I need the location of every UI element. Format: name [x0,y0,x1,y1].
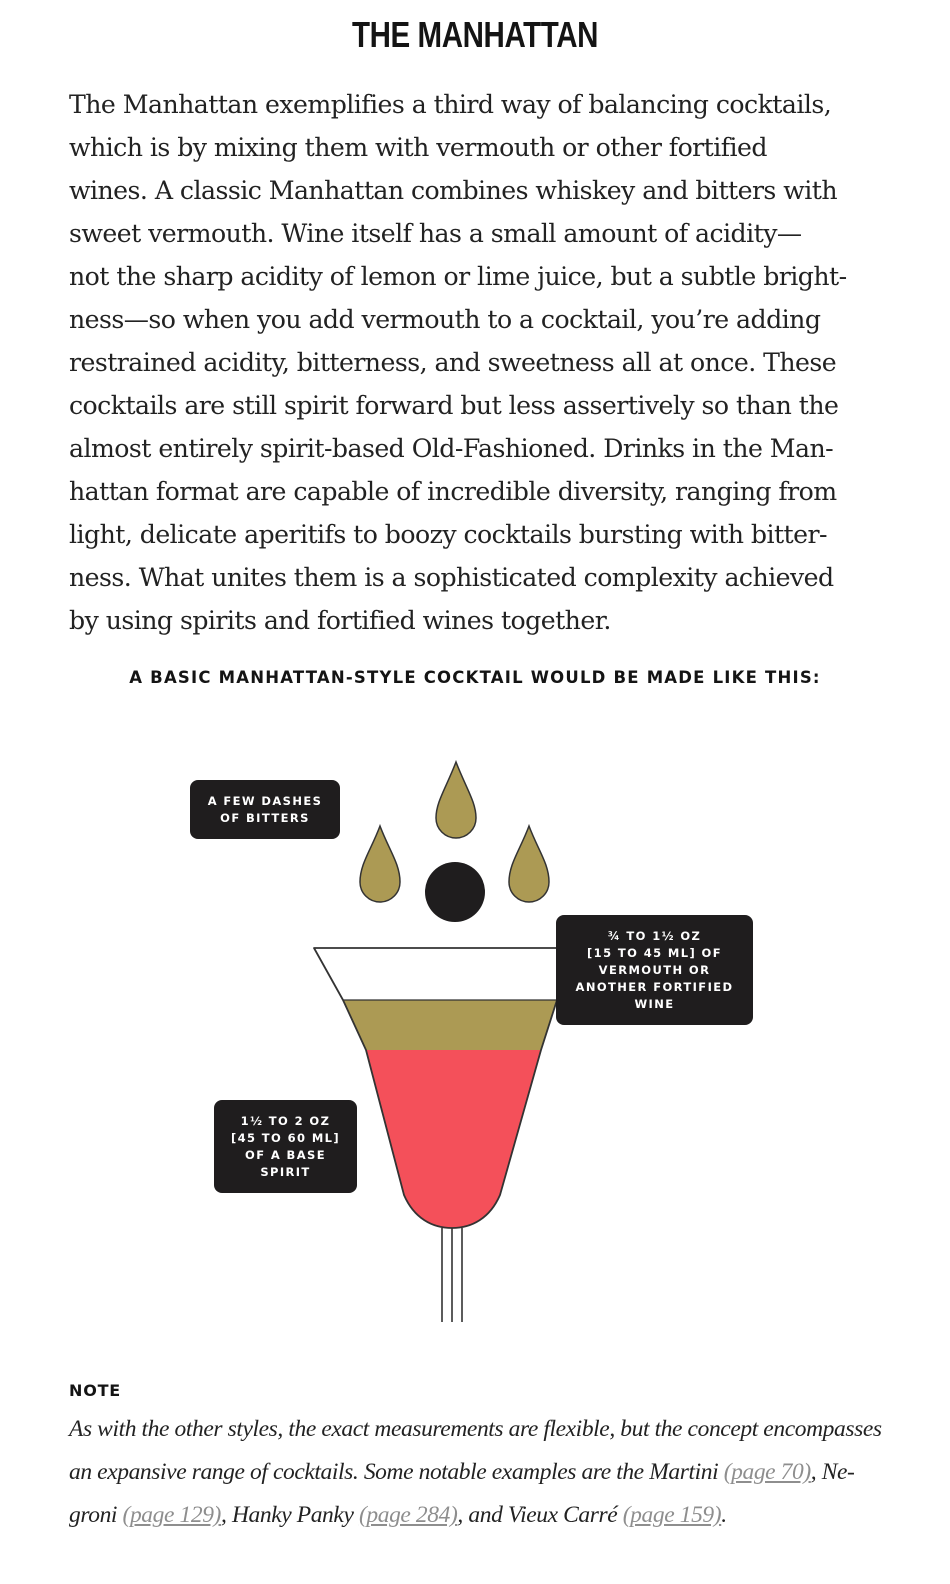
note-line-text: . [721,1502,727,1528]
vermouth-callout-line: WINE [634,996,675,1011]
martini-page-link[interactable]: (page 70) [723,1459,811,1485]
vermouth-callout-line: [15 TO 45 ML] OF [587,945,722,960]
note-line-text: , Ne- [810,1459,855,1485]
hanky-panky-page-link[interactable]: (page 284) [358,1502,458,1528]
intro-line: cocktails are still spirit forward but less assertively so than the [69,391,839,420]
vermouth-callout [556,915,753,1025]
spirit-layer [366,1050,541,1228]
note-text [69,1408,899,1537]
bitters-callout [190,780,340,839]
intro-line: light, delicate aperitifs to boozy cocktails bursting with bitter- [69,520,827,549]
spirit-callout-line: OF A BASE [245,1147,326,1162]
intro-line: hattan format are capable of incredible diversity, ranging from [69,477,837,506]
bitters-drop-left [360,826,400,902]
bitters-callout-line: OF BITTERS [220,810,310,825]
bitters-callout-line: A FEW DASHES [207,793,323,808]
garnish-dot [425,862,485,922]
spirit-callout [214,1100,357,1193]
intro-line: restrained acidity, bitterness, and sweetness all at once. These [69,348,837,377]
vermouth-callout-line: ANOTHER FORTIFIED [575,979,734,994]
note-label: NOTE [69,1381,122,1400]
intro-line: sweet vermouth. Wine itself has a small amount of acidity— [69,219,802,248]
note-line-text: , and Vieux Carré [457,1502,623,1528]
note-line-text: , Hanky Panky [221,1502,359,1528]
recipe-subheading: A BASIC MANHATTAN-STYLE COCKTAIL WOULD BE MADE LIKE THIS: [129,668,821,687]
intro-paragraph [69,83,889,642]
note-line [69,1494,899,1537]
negroni-page-link[interactable]: (page 129) [122,1502,221,1528]
vermouth-callout-line: ¾ TO 1½ OZ [607,928,702,943]
note-line-text: groni [69,1502,123,1528]
note-line [69,1408,899,1451]
intro-line: almost entirely spirit-based Old-Fashioned. Drinks in the Man- [69,434,834,463]
intro-line: which is by mixing them with vermouth or other fortified [69,133,767,162]
bitters-drop-right [509,826,549,902]
intro-line: wines. A classic Manhattan combines whiskey and bitters with [69,176,838,205]
spirit-callout-line: SPIRIT [260,1164,311,1179]
spirit-callout-line: 1½ TO 2 OZ [240,1113,331,1128]
intro-line: The Manhattan exemplifies a third way of balancing cocktails, [69,90,832,119]
intro-line: ness. What unites them is a sophisticated complexity achieved [69,563,834,592]
spirit-callout-line: [45 TO 60 ML] [230,1130,341,1145]
cocktail-illustration [0,740,950,1340]
vermouth-layer [343,1000,557,1050]
vermouth-callout-line: VERMOUTH OR [598,962,711,977]
page-title: THE MANHATTAN [351,14,599,55]
note-line [69,1451,899,1494]
intro-line: ness—so when you add vermouth to a cocktail, you’re adding [69,305,821,334]
note-line-text: As with the other styles, the exact measurements are flexible, but the concept encompasses [69,1416,882,1442]
intro-line: not the sharp acidity of lemon or lime juice, but a subtle bright- [69,262,847,291]
vieux-carre-page-link[interactable]: (page 159) [622,1502,722,1528]
bitters-drop-top [436,762,476,838]
intro-line: by using spirits and fortified wines together. [69,606,611,635]
note-line-text: an expansive range of cocktails. Some notable examples are the Martini [69,1459,724,1485]
